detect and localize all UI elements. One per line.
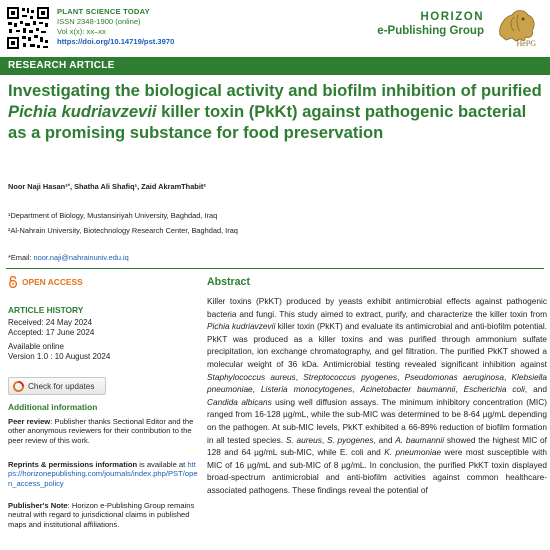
reprints-text: is available at xyxy=(137,460,188,469)
history-version: Version 1.0 : 10 August 2024 xyxy=(8,352,111,361)
publisher-line1: HORIZON xyxy=(420,11,484,23)
journal-name: PLANT SCIENCE TODAY xyxy=(57,7,150,16)
article-title xyxy=(8,80,544,143)
affiliation-1: ¹Department of Biology, Mustansiriyah University, Baghdad, Iraq xyxy=(8,211,218,220)
check-for-updates-label: Check for updates xyxy=(28,381,95,391)
publisher-line2: e-Publishing Group xyxy=(377,25,484,37)
author-list: Noor Naji Hasan¹˟, Shatha Ali Shafiq¹, Zaid AkramThabit² xyxy=(8,182,206,191)
journal-header xyxy=(0,0,550,56)
abstract-heading: Abstract xyxy=(207,276,250,288)
article-type-label: RESEARCH ARTICLE xyxy=(8,60,115,71)
journal-issn: ISSN 2348-1900 (online) xyxy=(57,17,141,26)
peer-review-note xyxy=(8,417,198,445)
publisher-name xyxy=(377,11,484,37)
peer-review-label: Peer review xyxy=(8,417,51,426)
abstract-body: Killer toxins (PkKT) produced by yeasts exhibit antimicrobial effects against pathogenic bacteria and fungi. This study aimed to extract, purify, and characterize the killer toxin from Pichia kudriavzevii killer toxin (PkKT) and evaluate its antimicrobial and anti-biofilm potential. PkKT was produced as a killer toxins and was purified through ammonium sulfate precipitation, ion exchange chromatography, and gel filtration. The purified PkKT showed a molecular weight of 36 kDa. Antimicrobial testing revealed significant inhibition against Staphylococcus aureus, Streptococcus pyogenes, Pseudomonas aeruginosa, Klebsiella pneumoniae, Listeria monocytogenes, Acinetobacter baumannii, Escherichia coli, and Candida albicans using well diffusion assays. The minimum inhibitory concentration (MIC) ranged from 16-128 µg/mL, while the sub-MIC was determined to be 8-64 µg/mL depending on the pathogen. At sub-MIC levels, PkKT exhibited a 66-89% reduction of biofilm formation in all tested species. S. aureus, S. pyogenes, and A. baumannii showed the highest MIC of 128 and 64 µg/mL sub-MIC, while E. coli and K. pneumoniae were most susceptible with MIC of 16 µg/mL and sub-MIC of 8 µg/mL. In conclusion, the purified PkKT toxin displayed broad-spectrum antimicrobial and anti-biofilm activities against common healthcare-associated pathogens. These findings reveal the potential of xyxy=(207,296,548,495)
section-divider xyxy=(6,268,544,269)
qr-code-icon xyxy=(6,6,50,50)
history-accepted: Accepted: 17 June 2024 xyxy=(8,328,95,337)
additional-info-heading: Additional information xyxy=(8,402,98,412)
history-available: Available online xyxy=(8,342,64,351)
title-part-2: killer toxin (PkKt) against pathogenic bacterial as a promising substance for food preservation xyxy=(8,102,527,142)
title-part-1: Investigating the biological activity and biofilm inhibition of purified xyxy=(8,81,542,100)
reprints-note xyxy=(8,460,198,488)
publisher-logo-text: HePG xyxy=(516,39,536,48)
affiliation-2: ²Al-Nahrain University, Biotechnology Research Center, Baghdad, Iraq xyxy=(8,226,238,235)
title-species: Pichia kudriavzevii xyxy=(8,102,157,121)
history-received: Received: 24 May 2024 xyxy=(8,318,93,327)
journal-volume: Vol x(x): xx–xx xyxy=(57,27,106,36)
peer-review-text: : Publisher thanks Sectional Editor and the other anonymous reviewers for their contribution to the peer review of this work. xyxy=(8,417,194,445)
publisher-note-text: : Horizon e-Publishing Group remains neutral with regard to jurisdictional claims in published maps and institutional affiliations. xyxy=(8,501,195,529)
check-for-updates-button[interactable] xyxy=(8,377,106,395)
doi-link[interactable]: https://doi.org/10.14719/pst.3970 xyxy=(57,37,175,46)
email-label: *Email: xyxy=(8,253,34,262)
open-lock-icon xyxy=(8,276,18,288)
article-history xyxy=(8,318,198,362)
email-link[interactable]: noor.naji@nahrainuniv.edu.iq xyxy=(33,253,129,262)
open-access-badge xyxy=(8,276,83,288)
refresh-icon xyxy=(13,381,24,392)
article-type-banner xyxy=(0,57,550,75)
open-access-policy-link[interactable]: https://horizonepublishing.com/journals/index.php/PST/open_access_policy xyxy=(8,460,198,488)
publisher-note-label: Publisher's Note xyxy=(8,501,68,510)
publisher-note xyxy=(8,501,198,529)
journal-info xyxy=(57,7,174,47)
article-history-heading: ARTICLE HISTORY xyxy=(8,305,84,315)
open-access-label: OPEN ACCESS xyxy=(22,277,83,287)
corresponding-email xyxy=(8,253,129,262)
reprints-label: Reprints & permissions information xyxy=(8,460,138,469)
